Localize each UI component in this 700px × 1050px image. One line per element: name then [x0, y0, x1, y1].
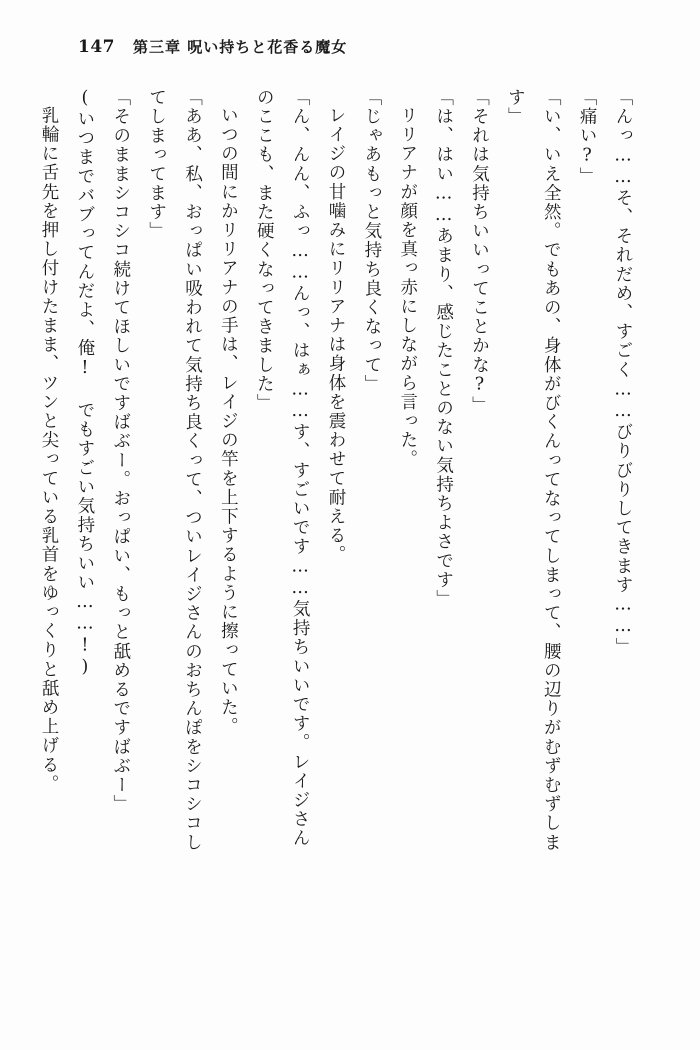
text-line: リリアナが顔を真っ赤にしながら言った。: [397, 106, 418, 469]
vertical-text-block: [39, 88, 640, 988]
chapter-title: 第三章 呪い持ちと花香る魔女: [133, 38, 348, 56]
body-text-area: [39, 88, 640, 988]
text-line: 「んっ……そ、それだめ、すごく……びりびりしてきます……」: [613, 88, 633, 657]
page-number: 147: [78, 37, 115, 57]
text-line: レイジの甘噛みにリリアナは身体を震わせて耐える。: [326, 106, 346, 565]
text-line: のここも、また硬くなってきました」: [254, 88, 275, 413]
text-line: てしまってます」: [146, 88, 167, 241]
text-line: 「は、はい……あまり、感じたことのない気持ちよさです」: [433, 88, 454, 609]
text-line: 乳輪に舌先を押し付けたまま、ツンと尖っている乳首をゆっくりと舐め上げる。: [39, 106, 59, 794]
text-line: いつの間にかリリアナの手は、レイジの竿を上下するように擦っていた。: [218, 106, 239, 737]
text-line: 「い、いえ全然。でもあの、身体がびくんってなってしまって、腰の辺りがむずむずしま: [541, 88, 562, 852]
text-line: 「ああ、私、おっぱい吸われて気持ち良くって、ついレイジさんのおちんぽをシコシコし: [182, 88, 203, 852]
text-line: 「そのままシコシコ続けてほしいですばぶー。おっぱい、もっと舐めるですばぶー」: [110, 88, 131, 814]
text-line: 「痛い?」: [577, 88, 598, 186]
text-line: す」: [505, 88, 526, 127]
text-line: 「ん、んん、ふっ……んっ、はぁ……す、すごいです……気持ちいいです。レイジさん: [290, 88, 311, 848]
text-line: 「それは気持ちいいってことかな?」: [469, 88, 490, 416]
text-line: 「じゃあもっと気持ち良くなって」: [361, 88, 382, 394]
running-head: [78, 36, 347, 57]
text-line: (いつまでバブってんだよ、俺! でもすごい気持ちいい……!): [74, 88, 95, 679]
